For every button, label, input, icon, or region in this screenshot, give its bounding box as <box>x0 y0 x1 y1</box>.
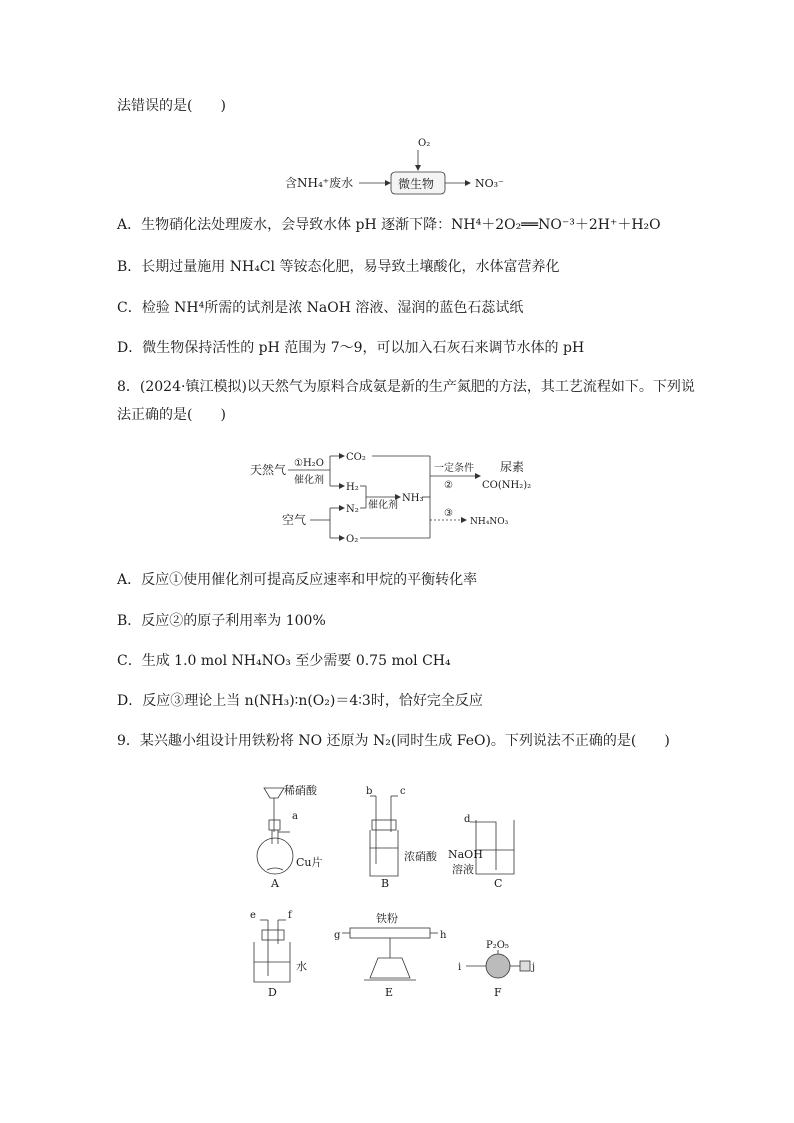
b-port-c: c <box>400 786 406 797</box>
q8-natural-gas: 天然气 <box>250 463 287 477</box>
q9-stem: 9．某兴趣小组设计用铁粉将 NO 还原为 N₂(同时生成 FeO)。下列说法不正确的是( ) <box>117 733 670 749</box>
c-liquid-1: NaOH <box>448 848 483 861</box>
d-label: D <box>268 986 277 999</box>
apparatus-a <box>257 788 293 874</box>
e-port-h: h <box>440 930 447 941</box>
b-port-b: b <box>366 786 373 797</box>
b-liquid: 浓硝酸 <box>404 850 437 863</box>
c-label: C <box>494 877 503 890</box>
f-solid: P₂O₅ <box>486 940 509 951</box>
q8-step2: ② <box>444 480 453 491</box>
q7-flow-diagram <box>285 136 525 198</box>
d-liquid: 水 <box>296 960 307 973</box>
q8-urea: 尿素 <box>500 460 525 474</box>
q8-process-diagram <box>250 444 580 550</box>
apparatus-d <box>254 920 290 982</box>
apparatus-b <box>370 796 398 876</box>
d-port-f: f <box>288 910 292 921</box>
q7-stem-tail: 法错误的是( ) <box>117 98 226 114</box>
q8-option-a[interactable]: A．反应①使用催化剂可提高反应速率和甲烷的平衡转化率 <box>117 572 478 588</box>
q8-nh4no3: NH₄NO₃ <box>470 517 509 527</box>
f-label: F <box>494 986 502 999</box>
q8-stem-line1: 8．(2024·镇江模拟)以天然气为原料合成氨是新的生产氮肥的方法，其工艺流程如下。下列说 <box>117 379 695 395</box>
q8-air: 空气 <box>282 513 307 527</box>
q9-apparatus-diagram <box>240 772 550 1004</box>
e-port-g: g <box>334 930 341 941</box>
q7-o2-label: O₂ <box>418 138 431 149</box>
q8-nh3: NH₃ <box>402 493 424 504</box>
a-metal: Cu片 <box>296 856 323 869</box>
q7-option-a[interactable]: A．生物硝化法处理废水，会导致水体 pH 逐渐下降：NH⁴＋2O₂══NO⁻³＋2H⁺＋H₂O <box>117 217 661 233</box>
q7-input-label: 含NH₄⁺废水 <box>285 176 354 190</box>
q7-o2-arrowhead <box>415 165 421 171</box>
q8-condition: 一定条件 <box>434 463 474 474</box>
e-solid: 铁粉 <box>376 912 398 925</box>
q8-o2: O₂ <box>346 534 359 545</box>
q7-box-label: 微生物 <box>398 177 435 191</box>
q8-step3: ③ <box>444 508 453 519</box>
f-port-j: j <box>532 962 536 973</box>
a-label: A <box>271 877 279 890</box>
q8-h2: H₂ <box>346 482 359 493</box>
q8-urea-formula: CO(NH₂)₂ <box>482 480 532 491</box>
q8-n2: N₂ <box>346 504 359 515</box>
c-port: d <box>464 814 471 825</box>
apparatus-e <box>342 928 438 980</box>
a-port: a <box>292 811 298 822</box>
q8-step1-bottom: 催化剂 <box>294 475 324 486</box>
q8-option-b[interactable]: B．反应②的原子利用率为 100% <box>117 613 326 629</box>
q8-co2: CO₂ <box>346 452 366 463</box>
apparatus-f <box>466 950 530 978</box>
e-label: E <box>385 986 394 999</box>
q7-option-d[interactable]: D．微生物保持活性的 pH 范围为 7～9，可以加入石灰石来调节水体的 pH <box>117 340 585 356</box>
q8-catalyst: 催化剂 <box>368 500 398 511</box>
apparatus-c <box>470 820 514 874</box>
q8-stem-line2: 法正确的是( ) <box>117 407 226 423</box>
a-acid: 稀硝酸 <box>284 784 317 797</box>
d-port-e: e <box>250 910 256 921</box>
f-port-i: i <box>458 962 462 973</box>
q7-output-label: NO₃⁻ <box>475 177 504 190</box>
q8-option-c[interactable]: C．生成 1.0 mol NH₄NO₃ 至少需要 0.75 mol CH₄ <box>117 653 451 669</box>
c-liquid-2: 溶液 <box>452 863 474 876</box>
q8-option-d[interactable]: D．反应③理论上当 n(NH₃)∶n(O₂)＝4∶3时，恰好完全反应 <box>117 693 483 709</box>
q7-option-c[interactable]: C．检验 NH⁴所需的试剂是浓 NaOH 溶液、湿润的蓝色石蕊试纸 <box>117 300 524 316</box>
q7-option-b[interactable]: B．长期过量施用 NH₄Cl 等铵态化肥，易导致土壤酸化，水体富营养化 <box>117 259 560 275</box>
b-label: B <box>381 877 390 890</box>
q8-step1-top: ①H₂O <box>294 458 324 469</box>
